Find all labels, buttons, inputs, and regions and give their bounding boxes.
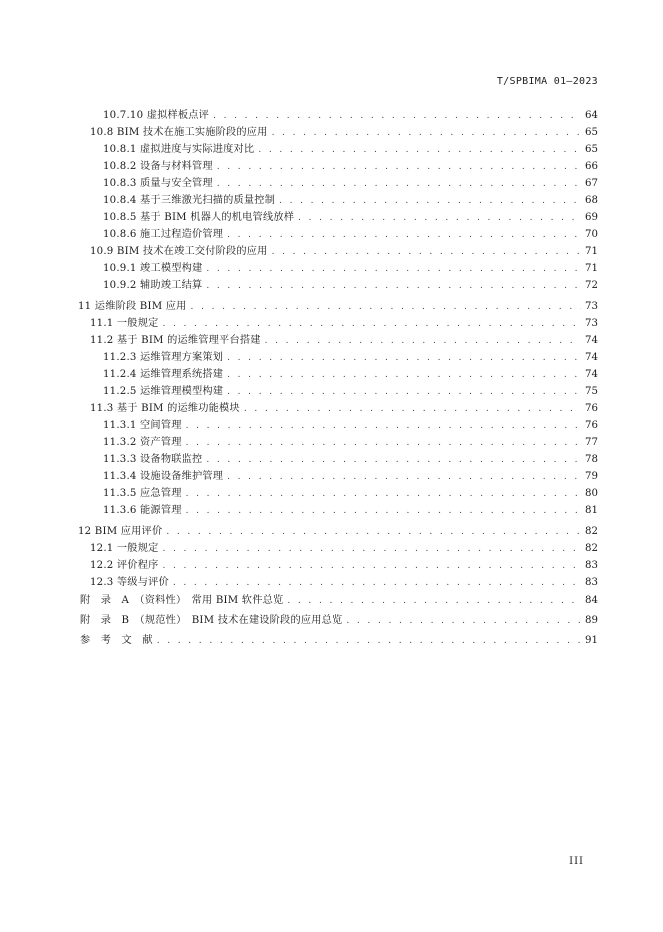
toc-entry[interactable]: [78, 192, 598, 209]
toc-leader-dots: [173, 575, 581, 592]
toc-entry-title: 11.1 一般规定: [90, 318, 159, 329]
toc-leader-dots: [272, 244, 581, 261]
toc-entry-page: 82: [585, 543, 598, 554]
toc-entry-page: 65: [585, 144, 598, 155]
toc-entry[interactable]: [78, 502, 598, 519]
toc-entry-page: 74: [585, 352, 598, 363]
toc-entry-page: 72: [585, 280, 598, 291]
toc-entry-title: 12 BIM 应用评价: [78, 526, 163, 537]
toc-entry-title: 11.2.3 运维管理方案策划: [103, 352, 224, 363]
toc-leader-dots: [217, 159, 581, 176]
toc-entry[interactable]: [78, 366, 598, 383]
toc-leader-dots: [217, 176, 581, 193]
toc-leader-dots: [227, 384, 581, 401]
toc-entry-page: 84: [585, 595, 598, 606]
toc-entry-title: 11.3.1 空间管理: [103, 420, 182, 431]
toc-leader-dots: [186, 435, 581, 452]
toc-leader-dots: [287, 591, 581, 611]
toc-entry-page: 76: [585, 420, 598, 431]
toc-leader-dots: [244, 401, 581, 418]
toc-entry[interactable]: [78, 383, 598, 400]
toc-entry-page: 91: [585, 635, 598, 646]
toc-entry-title: 11.2.4 运维管理系统搭建: [103, 369, 224, 380]
toc-entry-title: 11.3.2 资产管理: [103, 437, 182, 448]
toc-leader-dots: [186, 486, 581, 503]
toc-entry-title: 11.2.5 运维管理模型构建: [103, 386, 224, 397]
table-of-contents: [78, 107, 598, 651]
toc-entry-title: 10.8 BIM 技术在施工实施阶段的应用: [90, 127, 268, 138]
toc-entry-title: 附 录 A （资料性） 常用 BIM 软件总览: [80, 595, 284, 606]
toc-leader-dots: [162, 316, 581, 333]
toc-entry-page: 81: [585, 505, 598, 516]
toc-leader-dots: [272, 125, 581, 142]
toc-entry-page: 82: [585, 526, 598, 537]
toc-entry[interactable]: [78, 141, 598, 158]
toc-entry[interactable]: [78, 523, 598, 540]
toc-leader-dots: [162, 558, 581, 575]
toc-entry-title: 10.9 BIM 技术在竣工交付阶段的应用: [90, 246, 268, 257]
toc-entry-title: 11 运维阶段 BIM 应用: [78, 301, 187, 312]
toc-entry[interactable]: [78, 468, 598, 485]
toc-entry-page: 74: [585, 369, 598, 380]
toc-entry[interactable]: [78, 260, 598, 277]
toc-leader-dots: [186, 503, 581, 520]
toc-entry[interactable]: [78, 243, 598, 260]
toc-entry[interactable]: [78, 175, 598, 192]
toc-leader-dots: [227, 469, 581, 486]
toc-entry-page: 80: [585, 488, 598, 499]
toc-entry-title: 10.8.4 基于三维激光扫描的质量控制: [103, 195, 276, 206]
toc-entry-page: 83: [585, 577, 598, 588]
toc-entry[interactable]: [78, 557, 598, 574]
toc-entry-page: 70: [585, 229, 598, 240]
toc-leader-dots: [162, 541, 581, 558]
toc-entry-title: 12.3 等级与评价: [90, 577, 169, 588]
toc-leader-dots: [227, 227, 581, 244]
toc-entry-page: 65: [585, 127, 598, 138]
toc-entry-title: 11.3.6 能源管理: [103, 505, 182, 516]
toc-entry-title: 11.3 基于 BIM 的运维功能模块: [90, 403, 240, 414]
toc-entry[interactable]: [78, 315, 598, 332]
toc-leader-dots: [166, 524, 581, 541]
toc-entry-page: 74: [585, 335, 598, 346]
toc-entry-title: 12.1 一般规定: [90, 543, 159, 554]
toc-leader-dots: [157, 631, 581, 651]
toc-entry-title: 10.7.10 虚拟样板点评: [103, 110, 210, 121]
toc-leader-dots: [298, 210, 581, 227]
toc-entry[interactable]: [78, 209, 598, 226]
toc-entry[interactable]: [78, 107, 598, 124]
toc-entry-page: 71: [585, 263, 598, 274]
toc-entry[interactable]: [78, 349, 598, 366]
toc-entry-title: 附 录 B （规范性） BIM 技术在建设阶段的应用总览: [80, 615, 343, 626]
toc-entry-title: 11.3.5 应急管理: [103, 488, 182, 499]
toc-entry[interactable]: [78, 332, 598, 349]
toc-entry[interactable]: [78, 591, 598, 611]
toc-entry-title: 10.8.2 设备与材料管理: [103, 161, 213, 172]
toc-entry-page: 66: [585, 161, 598, 172]
toc-entry-page: 68: [585, 195, 598, 206]
toc-entry[interactable]: [78, 540, 598, 557]
toc-leader-dots: [206, 261, 581, 278]
toc-entry-page: 78: [585, 454, 598, 465]
toc-leader-dots: [279, 193, 581, 210]
toc-entry-page: 89: [585, 615, 598, 626]
toc-entry[interactable]: [78, 298, 598, 315]
toc-entry-title: 11.3.4 设施设备维护管理: [103, 471, 224, 482]
toc-entry-page: 83: [585, 560, 598, 571]
toc-entry-title: 参 考 文 献: [80, 635, 153, 646]
toc-entry[interactable]: [78, 574, 598, 591]
toc-entry-page: 67: [585, 178, 598, 189]
toc-entry[interactable]: [78, 451, 598, 468]
toc-leader-dots: [213, 108, 581, 125]
toc-entry-title: 10.8.5 基于 BIM 机器人的机电管线放样: [103, 212, 295, 223]
toc-entry-page: 73: [585, 301, 598, 312]
toc-entry-page: 64: [585, 110, 598, 121]
toc-leader-dots: [227, 350, 581, 367]
toc-entry[interactable]: [78, 434, 598, 451]
toc-entry-title: 10.8.6 施工过程造价管理: [103, 229, 224, 240]
toc-leader-dots: [346, 611, 581, 631]
toc-entry-title: 10.9.2 辅助竣工结算: [103, 280, 203, 291]
toc-entry[interactable]: [78, 417, 598, 434]
toc-entry-page: 71: [585, 246, 598, 257]
toc-entry[interactable]: [78, 124, 598, 141]
toc-leader-dots: [186, 418, 581, 435]
toc-entry[interactable]: [78, 226, 598, 243]
standard-code: T/SPBIMA 01—2023: [496, 76, 598, 87]
toc-entry[interactable]: [78, 485, 598, 502]
toc-entry[interactable]: [78, 611, 598, 631]
toc-entry-page: 73: [585, 318, 598, 329]
toc-entry-page: 77: [585, 437, 598, 448]
toc-entry-page: 79: [585, 471, 598, 482]
toc-entry-title: 10.8.3 质量与安全管理: [103, 178, 213, 189]
toc-entry-title: 10.8.1 虚拟进度与实际进度对比: [103, 144, 255, 155]
toc-entry-title: 11.2 基于 BIM 的运维管理平台搭建: [90, 335, 261, 346]
toc-leader-dots: [258, 142, 581, 159]
toc-entry-title: 11.3.3 设备物联监控: [103, 454, 203, 465]
toc-entry-page: 69: [585, 212, 598, 223]
toc-entry[interactable]: [78, 400, 598, 417]
toc-entry[interactable]: [78, 631, 598, 651]
toc-leader-dots: [191, 299, 581, 316]
toc-leader-dots: [206, 278, 581, 295]
toc-entry-page: 75: [585, 386, 598, 397]
toc-entry-title: 12.2 评价程序: [90, 560, 159, 571]
page-number: III: [569, 856, 584, 867]
toc-entry-page: 76: [585, 403, 598, 414]
toc-entry[interactable]: [78, 158, 598, 175]
toc-leader-dots: [206, 452, 581, 469]
toc-leader-dots: [265, 333, 581, 350]
toc-entry-title: 10.9.1 竣工模型构建: [103, 263, 203, 274]
toc-entry[interactable]: [78, 277, 598, 294]
toc-leader-dots: [227, 367, 581, 384]
